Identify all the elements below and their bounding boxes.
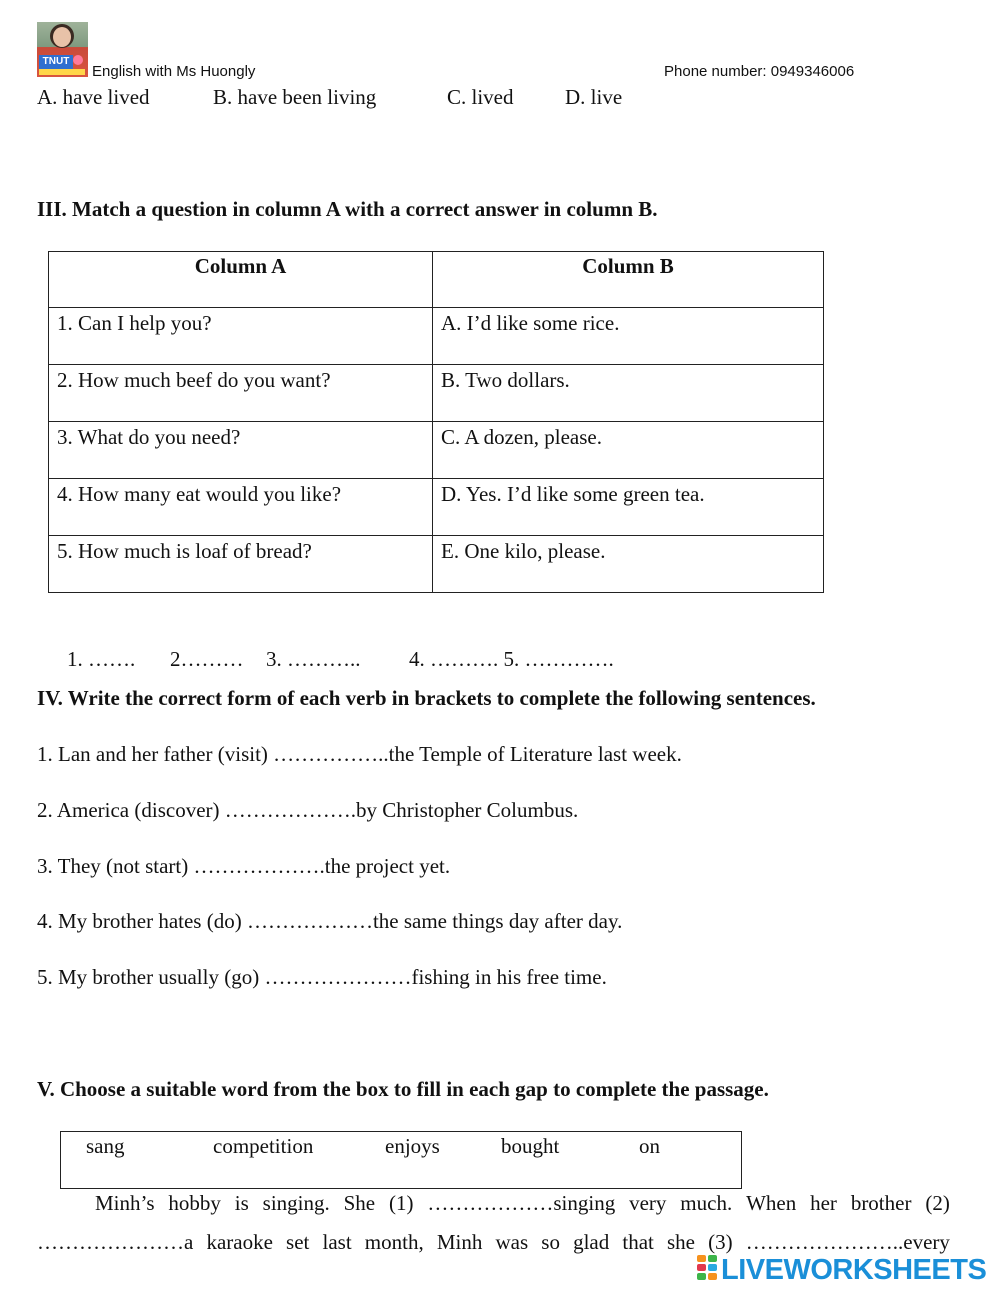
header-title: English with Ms Huongly xyxy=(92,63,256,80)
avatar-banner xyxy=(39,69,85,75)
passage-word: When xyxy=(746,1191,797,1215)
passage-word: that xyxy=(622,1230,654,1254)
answer-cell: D. Yes. I’d like some green tea. xyxy=(433,479,824,536)
word-box xyxy=(60,1131,742,1189)
question-cell: 4. How many eat would you like? xyxy=(49,479,433,536)
verb-item: 5. My brother usually (go) …………………fishing in his free time. xyxy=(37,965,607,989)
passage-word: very xyxy=(629,1191,667,1215)
column-b-header: Column B xyxy=(433,252,824,308)
word-option: on xyxy=(639,1134,660,1158)
heart-icon xyxy=(73,55,83,65)
passage-word: singing. xyxy=(262,1191,330,1215)
avatar-face xyxy=(53,27,71,47)
passage-word: so xyxy=(541,1230,560,1254)
passage-word: last xyxy=(322,1230,352,1254)
passage-word: Minh’s xyxy=(95,1191,155,1215)
passage-word: brother xyxy=(850,1191,912,1215)
passage-word: set xyxy=(286,1230,310,1254)
passage-word: was xyxy=(495,1230,529,1254)
question-cell: 2. How much beef do you want? xyxy=(49,365,433,422)
passage-word: she xyxy=(667,1230,695,1254)
passage-word: (3) xyxy=(708,1230,733,1254)
option-c: C. lived xyxy=(447,85,514,109)
passage-word: hobby xyxy=(168,1191,221,1215)
passage-word: much. xyxy=(680,1191,733,1215)
match-answer-2[interactable]: 2……… xyxy=(170,647,244,671)
verb-item: 4. My brother hates (do) ………………the same things day after day. xyxy=(37,909,623,933)
section-5-title: V. Choose a suitable word from the box to fill in each gap to complete the passage. xyxy=(37,1077,769,1101)
question-cell: 1. Can I help you? xyxy=(49,308,433,365)
question-cell: 5. How much is loaf of bread? xyxy=(49,536,433,593)
question-cell: 3. What do you need? xyxy=(49,422,433,479)
section-4-title: IV. Write the correct form of each verb in brackets to complete the following sentences. xyxy=(37,686,816,710)
passage-word: Minh xyxy=(436,1230,483,1254)
option-d: D. live xyxy=(565,85,623,109)
passage-line-2 xyxy=(37,1228,950,1256)
passage-line-1 xyxy=(37,1189,950,1217)
passage-word: glad xyxy=(573,1230,610,1254)
table-row xyxy=(49,422,824,479)
column-a-header: Column A xyxy=(49,252,433,308)
table-row xyxy=(49,365,824,422)
word-option: sang xyxy=(86,1134,125,1158)
verb-item: 2. America (discover) ……………….by Christopher Columbus. xyxy=(37,798,579,822)
passage-word: month, xyxy=(364,1230,424,1254)
passage-word: is xyxy=(234,1191,249,1215)
verb-item: 3. They (not start) ……………….the project yet. xyxy=(37,854,451,878)
passage-word: (1) xyxy=(389,1191,414,1215)
table-header-row xyxy=(49,252,824,308)
logo-mark-icon xyxy=(697,1255,719,1285)
option-b: B. have been living xyxy=(213,85,377,109)
logo-text: LIVEWORKSHEETS xyxy=(721,1254,987,1286)
passage-word: …………………a xyxy=(37,1230,194,1254)
passage-word: her xyxy=(810,1191,837,1215)
word-option: bought xyxy=(501,1134,560,1158)
avatar-sign: TNUT xyxy=(39,55,73,69)
passage-word: (2) xyxy=(925,1191,950,1215)
verb-item: 1. Lan and her father (visit) ……………..the Temple of Literature last week. xyxy=(37,742,682,766)
option-a: A. have lived xyxy=(37,85,150,109)
match-answer-3[interactable]: 3. ……….. xyxy=(266,647,361,671)
answer-cell: C. A dozen, please. xyxy=(433,422,824,479)
table-row xyxy=(49,308,824,365)
match-table xyxy=(48,251,824,593)
answer-cell: A. I’d like some rice. xyxy=(433,308,824,365)
passage-word: karaoke xyxy=(206,1230,273,1254)
teacher-avatar xyxy=(37,22,88,77)
liveworksheets-logo xyxy=(697,1253,986,1287)
match-answer-4-5[interactable]: 4. ………. 5. …………. xyxy=(409,647,614,671)
header-phone: Phone number: 0949346006 xyxy=(664,63,855,80)
answer-cell: E. One kilo, please. xyxy=(433,536,824,593)
answer-cell: B. Two dollars. xyxy=(433,365,824,422)
table-row xyxy=(49,479,824,536)
passage-word: ………………singing xyxy=(427,1191,616,1215)
word-option: enjoys xyxy=(385,1134,440,1158)
section-3-title: III. Match a question in column A with a correct answer in column B. xyxy=(37,197,658,221)
match-answer-1[interactable]: 1. ……. xyxy=(67,647,136,671)
table-row xyxy=(49,536,824,593)
passage-word: …………………..every xyxy=(745,1230,950,1254)
passage-word: She xyxy=(343,1191,376,1215)
word-option: competition xyxy=(213,1134,314,1158)
